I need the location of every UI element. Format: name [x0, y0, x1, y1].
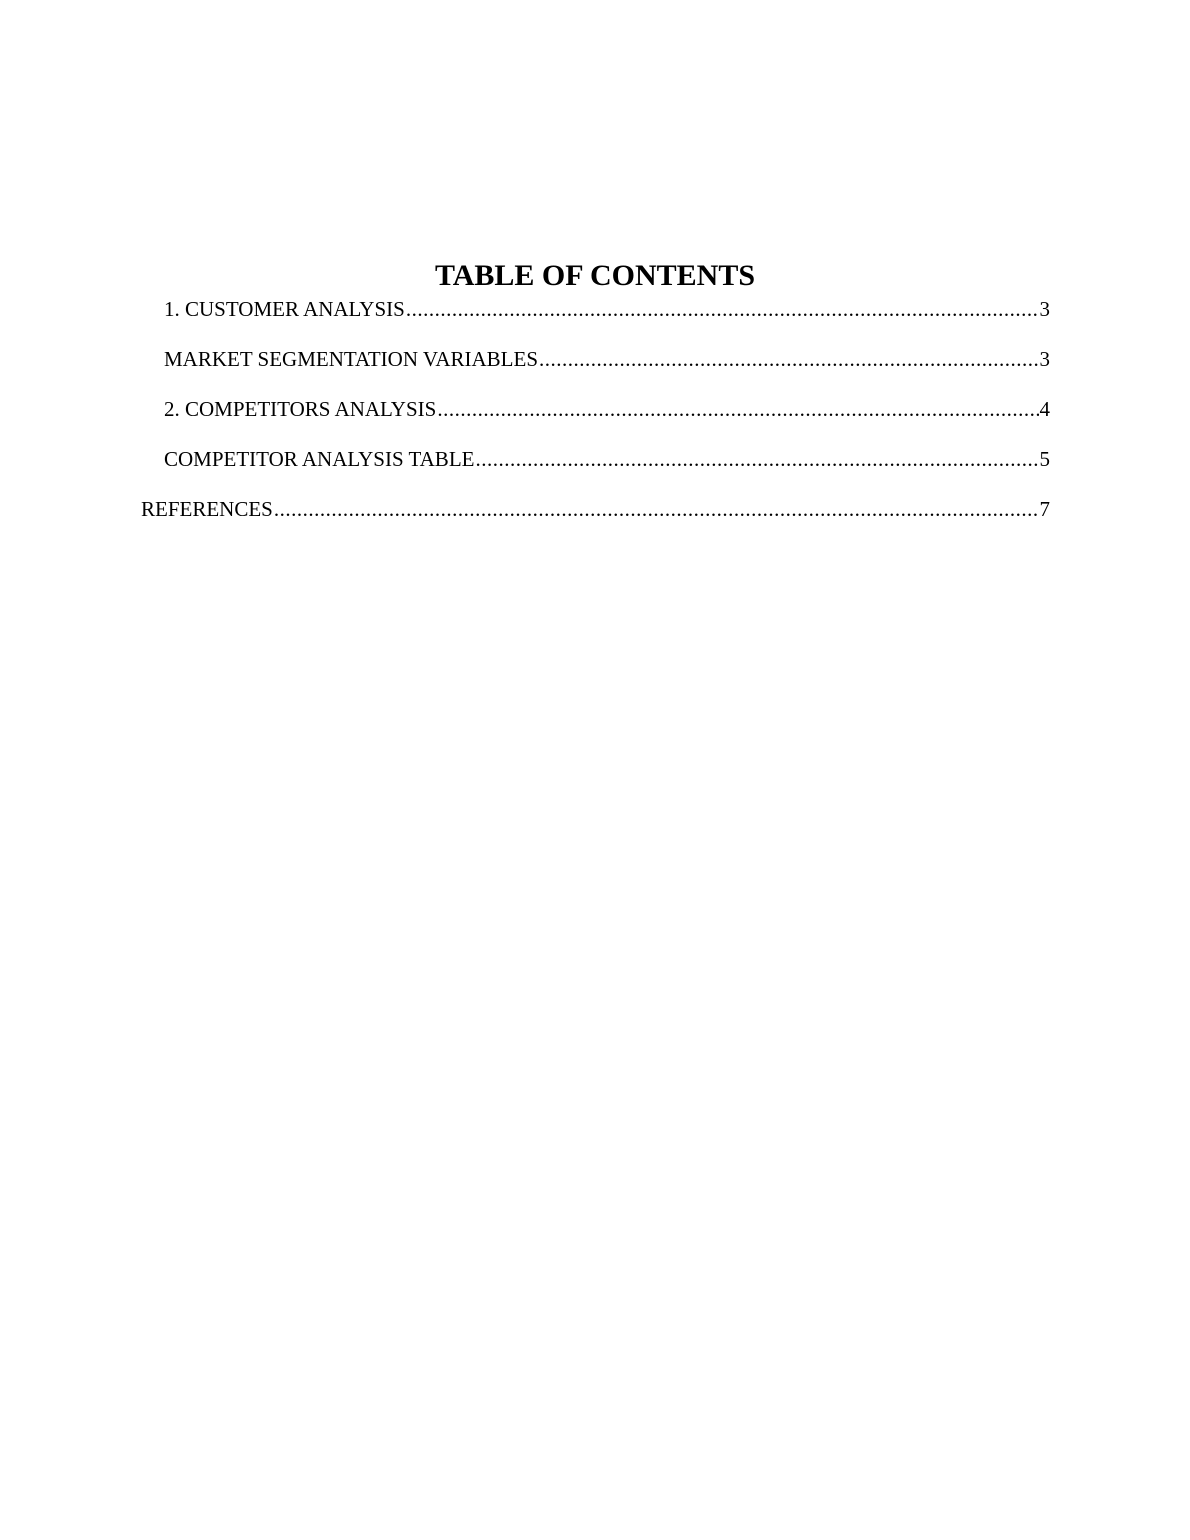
toc-dot-leader [475, 446, 1038, 472]
toc-entry-market-segmentation-variables[interactable] [164, 346, 1050, 372]
toc-entry-page-number[interactable]: 7 [1039, 497, 1050, 521]
toc-entry-label[interactable]: 2. COMPETITORS ANALYSIS [164, 397, 437, 421]
toc-title: TABLE OF CONTENTS [434, 259, 756, 292]
toc-dot-leader [437, 396, 1038, 422]
toc-entry-label[interactable]: REFERENCES [141, 497, 273, 521]
toc-entry-label[interactable]: MARKET SEGMENTATION VARIABLES [164, 347, 539, 371]
toc-entry-references[interactable] [141, 496, 1050, 522]
toc-dot-leader [274, 496, 1039, 522]
toc-entry-label[interactable]: 1. CUSTOMER ANALYSIS [164, 297, 405, 321]
toc-entry-page-number[interactable]: 4 [1039, 397, 1050, 421]
toc-entry-page-number[interactable]: 3 [1039, 347, 1050, 371]
toc-entry-competitors-analysis[interactable] [164, 396, 1050, 422]
toc-entry-label[interactable]: COMPETITOR ANALYSIS TABLE [164, 447, 475, 471]
toc-entry-competitor-analysis-table[interactable] [164, 446, 1050, 472]
toc-dot-leader [406, 296, 1039, 322]
toc-entry-page-number[interactable]: 3 [1039, 297, 1050, 321]
toc-entry-customer-analysis[interactable] [164, 296, 1050, 322]
toc-entry-page-number[interactable]: 5 [1039, 447, 1050, 471]
toc-dot-leader [539, 346, 1038, 372]
